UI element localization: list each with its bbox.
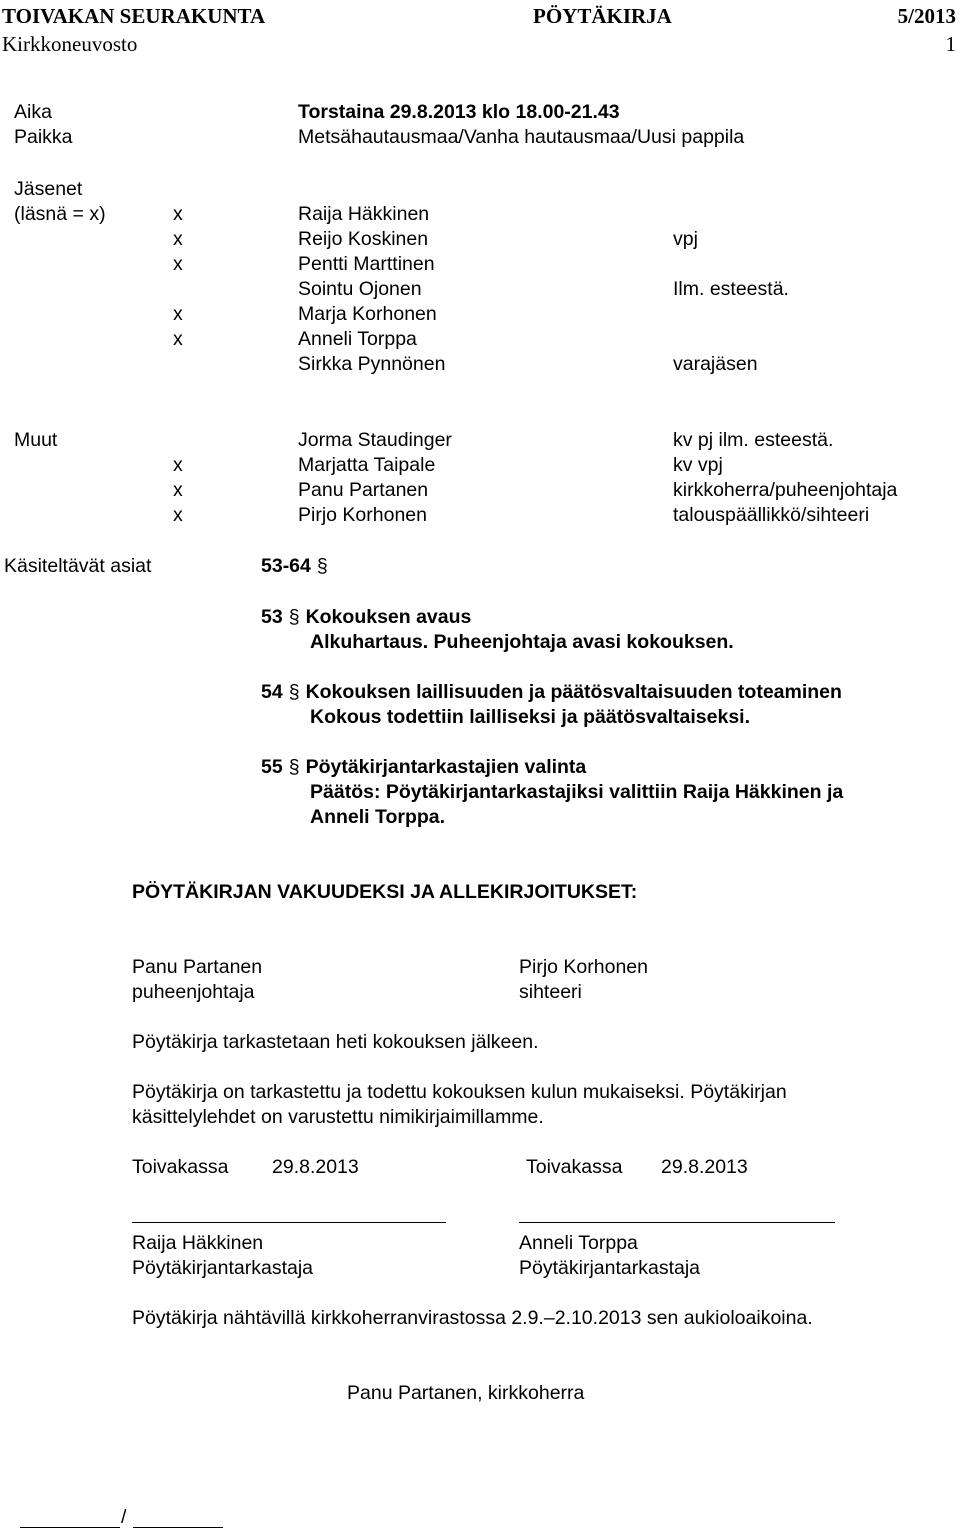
attendee-name: Panu Partanen: [298, 479, 429, 501]
checker1-name: Raija Häkkinen: [132, 1232, 264, 1254]
checker2-role: Pöytäkirjantarkastaja: [519, 1257, 701, 1279]
attendee-name: Pentti Marttinen: [298, 253, 435, 275]
agenda-item-54-title: 54 § Kokouksen laillisuuden ja päätösvaltaisuuden toteaminen: [261, 681, 842, 703]
chair-name: Panu Partanen: [132, 956, 263, 978]
attendee-name: Anneli Torppa: [298, 328, 417, 350]
checker2-name: Anneli Torppa: [519, 1232, 638, 1254]
attendee-name: Reijo Koskinen: [298, 228, 429, 250]
attendance-mark: x: [173, 303, 183, 325]
attendance-mark: x: [173, 328, 183, 350]
header-body: Kirkkoneuvosto: [2, 32, 138, 56]
attendee-note: vpj: [673, 228, 698, 250]
signatures-heading: PÖYTÄKIRJAN VAKUUDEKSI JA ALLEKIRJOITUKSET:: [132, 881, 638, 903]
agenda-range: 53-64 §: [261, 555, 328, 577]
attendee-name: Marjatta Taipale: [298, 454, 436, 476]
verified-line-1: Pöytäkirja on tarkastettu ja todettu kokouksen kulun mukaiseksi. Pöytäkirjan: [132, 1081, 787, 1103]
place-right: Toivakassa: [526, 1156, 623, 1178]
agenda-item-55-body-line1: Päätös: Pöytäkirjantarkastajiksi valittiin Raija Häkkinen ja: [310, 781, 844, 803]
attendee-note: varajäsen: [673, 353, 758, 375]
time-value: Torstaina 29.8.2013 klo 18.00-21.43: [298, 101, 620, 123]
agenda-label: Käsiteltävät asiat: [4, 555, 152, 577]
attendee-name: Sirkka Pynnönen: [298, 353, 446, 375]
time-label: Aika: [14, 101, 52, 123]
attendee-name: Jorma Staudinger: [298, 429, 452, 451]
section-icon: §: [288, 681, 300, 703]
check-note: Pöytäkirja tarkastetaan heti kokouksen jälkeen.: [132, 1031, 539, 1053]
attendee-note: kv vpj: [673, 454, 723, 476]
attendee-note: talouspäällikkö/sihteeri: [673, 504, 870, 526]
attendance-mark: x: [173, 228, 183, 250]
section-icon: §: [288, 606, 300, 628]
attendance-mark: x: [173, 203, 183, 225]
chair-role: puheenjohtaja: [132, 981, 255, 1003]
attendee-name: Marja Korhonen: [298, 303, 437, 325]
secretary-role: sihteeri: [519, 981, 582, 1003]
place-left: Toivakassa: [132, 1156, 229, 1178]
date-left: 29.8.2013: [272, 1156, 359, 1178]
agenda-item-53-body: Alkuhartaus. Puheenjohtaja avasi kokouksen.: [310, 631, 734, 653]
place-value: Metsähautausmaa/Vanha hautausmaa/Uusi pappila: [298, 126, 745, 148]
date-right: 29.8.2013: [661, 1156, 748, 1178]
header-page: 1: [945, 32, 956, 56]
section-icon: §: [288, 756, 300, 778]
attendee-name: Raija Häkkinen: [298, 203, 430, 225]
section-icon: §: [316, 555, 328, 577]
members-label: Jäsenet: [14, 178, 83, 200]
attendee-note: kv pj ilm. esteestä.: [673, 429, 834, 451]
attendance-mark: x: [173, 504, 183, 526]
initials-line-left: [20, 1527, 120, 1528]
header-org: TOIVAKAN SEURAKUNTA: [2, 4, 266, 28]
attendee-note: Ilm. esteestä.: [673, 278, 789, 300]
others-label: Muut: [14, 429, 58, 451]
agenda-item-55-body-line2: Anneli Torppa.: [310, 806, 446, 828]
members-legend: (läsnä = x): [14, 203, 106, 225]
attendee-name: Pirjo Korhonen: [298, 504, 427, 526]
agenda-item-54-body: Kokous todettiin lailliseksi ja päätösvaltaiseksi.: [310, 706, 750, 728]
final-signer: Panu Partanen, kirkkoherra: [347, 1382, 585, 1404]
checker1-role: Pöytäkirjantarkastaja: [132, 1257, 314, 1279]
header-number: 5/2013: [897, 4, 956, 28]
attendance-mark: x: [173, 253, 183, 275]
place-label: Paikka: [14, 126, 73, 148]
header-doc-type: PÖYTÄKIRJA: [533, 4, 672, 28]
attendee-note: kirkkoherra/puheenjohtaja: [673, 479, 898, 501]
secretary-name: Pirjo Korhonen: [519, 956, 648, 978]
display-note: Pöytäkirja nähtävillä kirkkoherranvirastossa 2.9.–2.10.2013 sen aukioloaikoina.: [132, 1307, 813, 1329]
verified-line-2: käsittelylehdet on varustettu nimikirjaimillamme.: [132, 1106, 544, 1128]
signature-line-left: [132, 1222, 446, 1223]
signature-line-right: [519, 1222, 835, 1223]
agenda-item-55-title: 55 § Pöytäkirjantarkastajien valinta: [261, 756, 587, 778]
initials-separator: /: [121, 1506, 127, 1528]
attendance-mark: x: [173, 454, 183, 476]
agenda-item-53-title: 53 § Kokouksen avaus: [261, 606, 472, 628]
initials-line-right: [133, 1527, 223, 1528]
attendee-name: Sointu Ojonen: [298, 278, 422, 300]
attendance-mark: x: [173, 479, 183, 501]
